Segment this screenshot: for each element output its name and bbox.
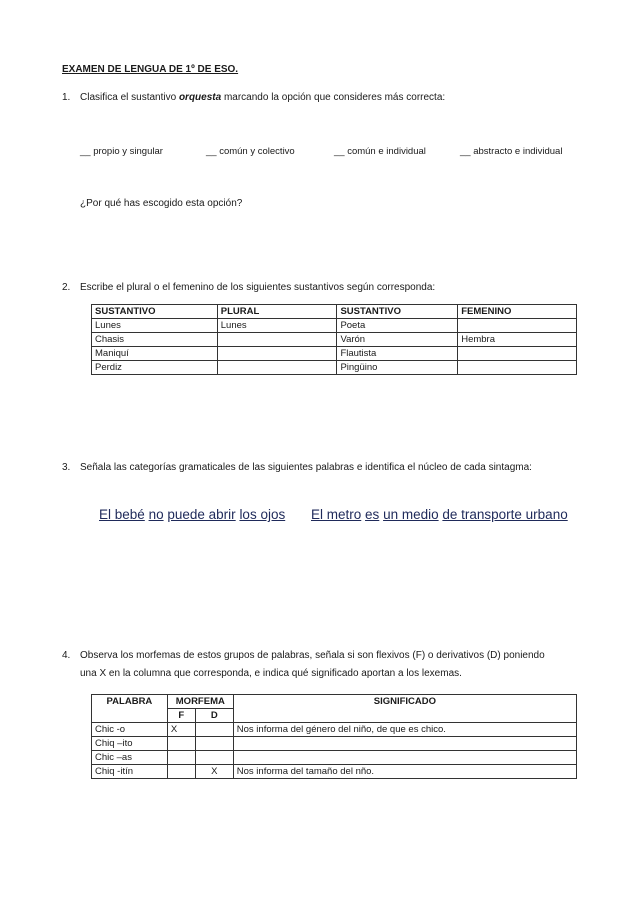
table-row — [92, 751, 577, 765]
cell-noun: Perdiz — [92, 361, 218, 375]
cell-meaning[interactable]: Nos informa del género del niño, de que es chico. — [233, 723, 576, 737]
question-4 — [62, 650, 545, 662]
cell-noun-2: Poeta — [337, 319, 458, 333]
question-3-text: Señala las categorías gramaticales de las siguientes palabras e identifica el núcleo de cada sintagma: — [80, 462, 532, 473]
table-row — [92, 737, 577, 751]
cell-noun: Maniquí — [92, 347, 218, 361]
question-1-text-after: marcando la opción que consideres más correcta: — [221, 92, 446, 103]
sentence-2 — [311, 507, 568, 523]
header-sustantivo: SUSTANTIVO — [92, 305, 218, 319]
cell-noun-2: Flautista — [337, 347, 458, 361]
question-2 — [62, 282, 435, 294]
s2-word-1: El metro — [311, 507, 362, 522]
question-1-number: 1. — [62, 92, 71, 103]
table-row — [92, 319, 577, 333]
header-plural: PLURAL — [217, 305, 337, 319]
s1-word-1: El bebé — [99, 507, 145, 522]
question-3-number: 3. — [62, 462, 71, 473]
table-header-row — [92, 305, 577, 319]
header-significado: SIGNIFICADO — [233, 695, 576, 723]
cell-word: Chiq -itín — [92, 765, 168, 779]
cell-noun: Chasis — [92, 333, 218, 347]
cell-flexive[interactable] — [167, 737, 195, 751]
question-2-text: Escribe el plural o el femenino de los siguientes sustantivos según corresponda: — [80, 282, 436, 293]
question-1-why: ¿Por qué has escogido esta opción? — [80, 198, 243, 209]
cell-meaning[interactable] — [233, 737, 576, 751]
cell-flexive[interactable] — [167, 751, 195, 765]
option-propio-singular[interactable]: __ propio y singular — [80, 146, 163, 157]
morpheme-table — [91, 694, 577, 779]
sentence-1 — [99, 507, 285, 523]
cell-word: Chic -o — [92, 723, 168, 737]
s1-word-2: no — [148, 507, 164, 522]
cell-feminine[interactable] — [458, 347, 577, 361]
cell-flexive[interactable]: X — [167, 723, 195, 737]
header-sustantivo-2: SUSTANTIVO — [337, 305, 458, 319]
header-palabra: PALABRA — [92, 695, 168, 723]
table-row — [92, 361, 577, 375]
table-header-row — [92, 695, 577, 709]
question-4-text-2: una X en la columna que corresponda, e indica qué significado aportan a los lexemas. — [80, 668, 462, 679]
table-row — [92, 333, 577, 347]
header-femenino: FEMENINO — [458, 305, 577, 319]
question-4-text-1: Observa los morfemas de estos grupos de palabras, señala si son flexivos (F) o derivativos (D) poniendo — [80, 650, 545, 661]
question-4-number: 4. — [62, 650, 71, 661]
plural-feminine-table — [91, 304, 577, 375]
cell-word: Chic –as — [92, 751, 168, 765]
header-f: F — [167, 709, 195, 723]
question-1-text-before: Clasifica el sustantivo — [80, 92, 179, 103]
option-comun-individual[interactable]: __ común e individual — [334, 146, 426, 157]
cell-plural[interactable] — [217, 347, 337, 361]
question-3 — [62, 462, 532, 474]
s2-word-2: es — [365, 507, 380, 522]
s1-word-4: los ojos — [239, 507, 286, 522]
cell-flexive[interactable] — [167, 765, 195, 779]
option-comun-colectivo[interactable]: __ común y colectivo — [206, 146, 295, 157]
cell-plural[interactable]: Lunes — [217, 319, 337, 333]
table-row — [92, 347, 577, 361]
cell-word: Chiq –ito — [92, 737, 168, 751]
option-abstracto-individual[interactable]: __ abstracto e individual — [460, 146, 563, 157]
s2-word-3: un medio — [383, 507, 439, 522]
header-d: D — [195, 709, 233, 723]
s2-word-4: de transporte urbano — [442, 507, 568, 522]
cell-meaning[interactable]: Nos informa del tamaño del nño. — [233, 765, 576, 779]
cell-meaning[interactable] — [233, 751, 576, 765]
cell-feminine[interactable] — [458, 361, 577, 375]
exam-title: EXAMEN DE LENGUA DE 1º DE ESO. — [62, 64, 239, 75]
cell-feminine[interactable] — [458, 319, 577, 333]
question-2-number: 2. — [62, 282, 71, 293]
table-row — [92, 765, 577, 779]
cell-derivative[interactable] — [195, 723, 233, 737]
cell-noun: Lunes — [92, 319, 218, 333]
header-morfema: MORFEMA — [167, 695, 233, 709]
question-1-word: orquesta — [178, 92, 222, 103]
cell-noun-2: Pingüino — [337, 361, 458, 375]
s1-word-3: puede abrir — [167, 507, 236, 522]
cell-derivative[interactable] — [195, 751, 233, 765]
cell-feminine[interactable]: Hembra — [458, 333, 577, 347]
cell-derivative[interactable] — [195, 737, 233, 751]
cell-plural[interactable] — [217, 361, 337, 375]
cell-noun-2: Varón — [337, 333, 458, 347]
cell-derivative[interactable]: X — [195, 765, 233, 779]
table-row — [92, 723, 577, 737]
question-1 — [62, 92, 445, 104]
cell-plural[interactable] — [217, 333, 337, 347]
